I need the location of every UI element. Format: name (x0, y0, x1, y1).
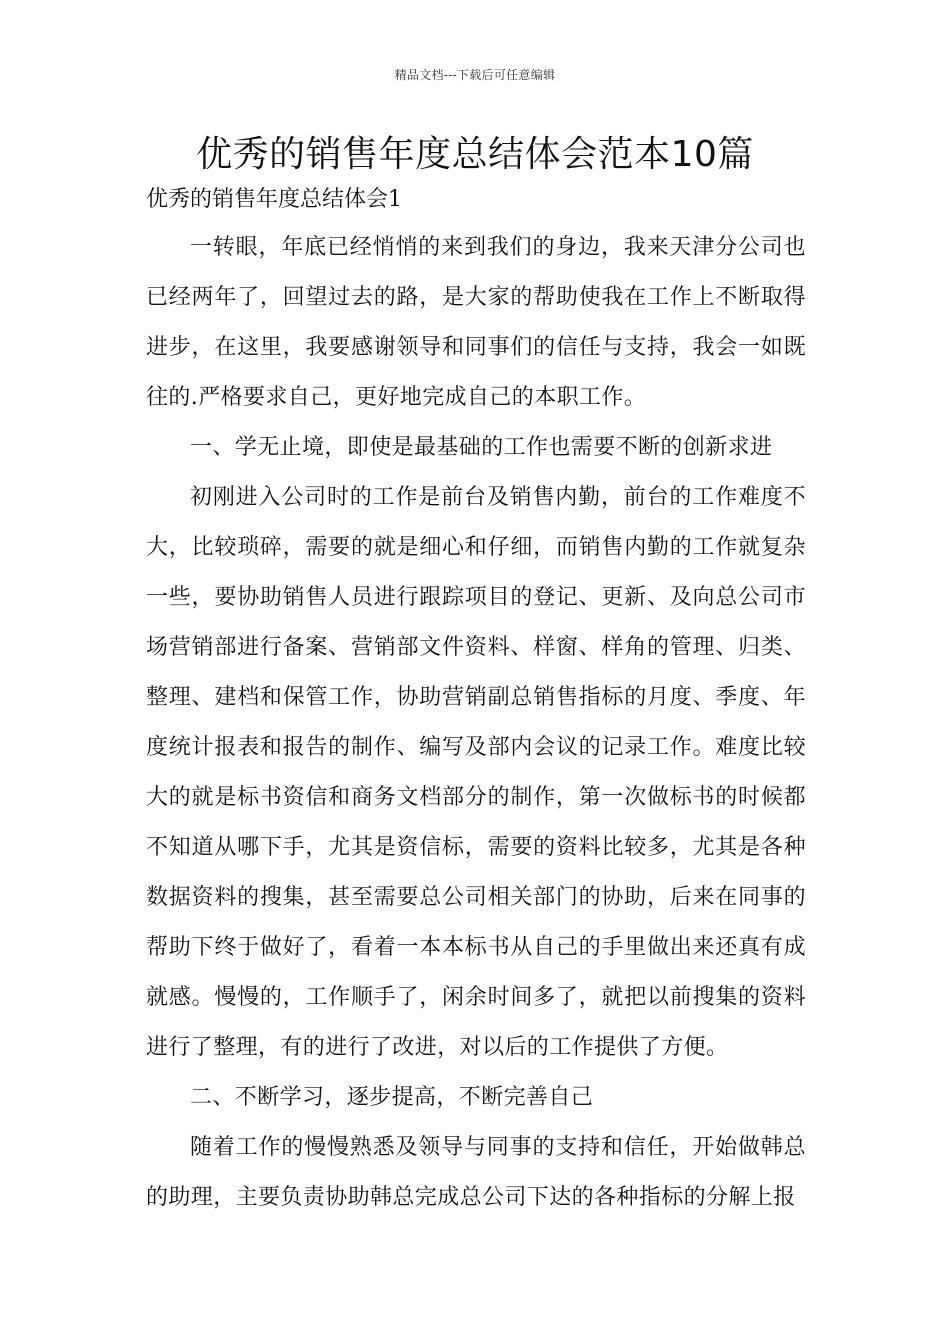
paragraph-intro: 一转眼，年底已经悄悄的来到我们的身边，我来天津分公司也已经两年了，回望过去的路，是大家的帮助使我在工作上不断取得进步，在这里，我要感谢领导和同事们的信任与支持，我会一如既往的.严格要求自己，更好地完成自己的本职工作。 (146, 235, 806, 410)
paragraph-assistant-role: 随着工作的慢慢熟悉及领导与同事的支持和信任，开始做韩总的助理，主要负责协助韩总完成总公司下达的各种指标的分解上报 (146, 1135, 806, 1210)
document-title: 优秀的销售年度总结体会范本10篇 (196, 134, 754, 175)
paragraph-work-duties: 初刚进入公司时的工作是前台及销售内勤，前台的工作难度不大，比较琐碎，需要的就是细心和仔细，而销售内勤的工作就复杂一些，要协助销售人员进行跟踪项目的登记、更新、及向总公司市场营销部进行备案、营销部文件资料、样窗、样角的管理、归类、整理、建档和保管工作，协助营销副总销售指标的月度、季度、年度统计报表和报告的制作、编写及部内会议的记录工作。难度比较大的就是标书资信和商务文档部分的制作，第一次做标书的时候都不知道从哪下手，尤其是资信标，需要的资料比较多，尤其是各种数据资料的搜集，甚至需要总公司相关部门的协助，后来在同事的帮助下终于做好了，看着一本本标书从自己的手里做出来还真有成就感。慢慢的，工作顺手了，闲余时间多了，就把以前搜集的资料进行了整理，有的进行了改进，对以后的工作提供了方便。 (146, 485, 806, 1060)
section-subtitle: 优秀的销售年度总结体会1 (146, 187, 402, 212)
document-body (146, 183, 806, 1223)
section-heading-2: 二、不断学习，逐步提高，不断完善自己 (190, 1085, 594, 1110)
section-heading-1: 一、学无止境，即使是最基础的工作也需要不断的创新求进 (190, 435, 773, 460)
header-note: 精品文档---下载后可任意编辑 (394, 68, 556, 82)
